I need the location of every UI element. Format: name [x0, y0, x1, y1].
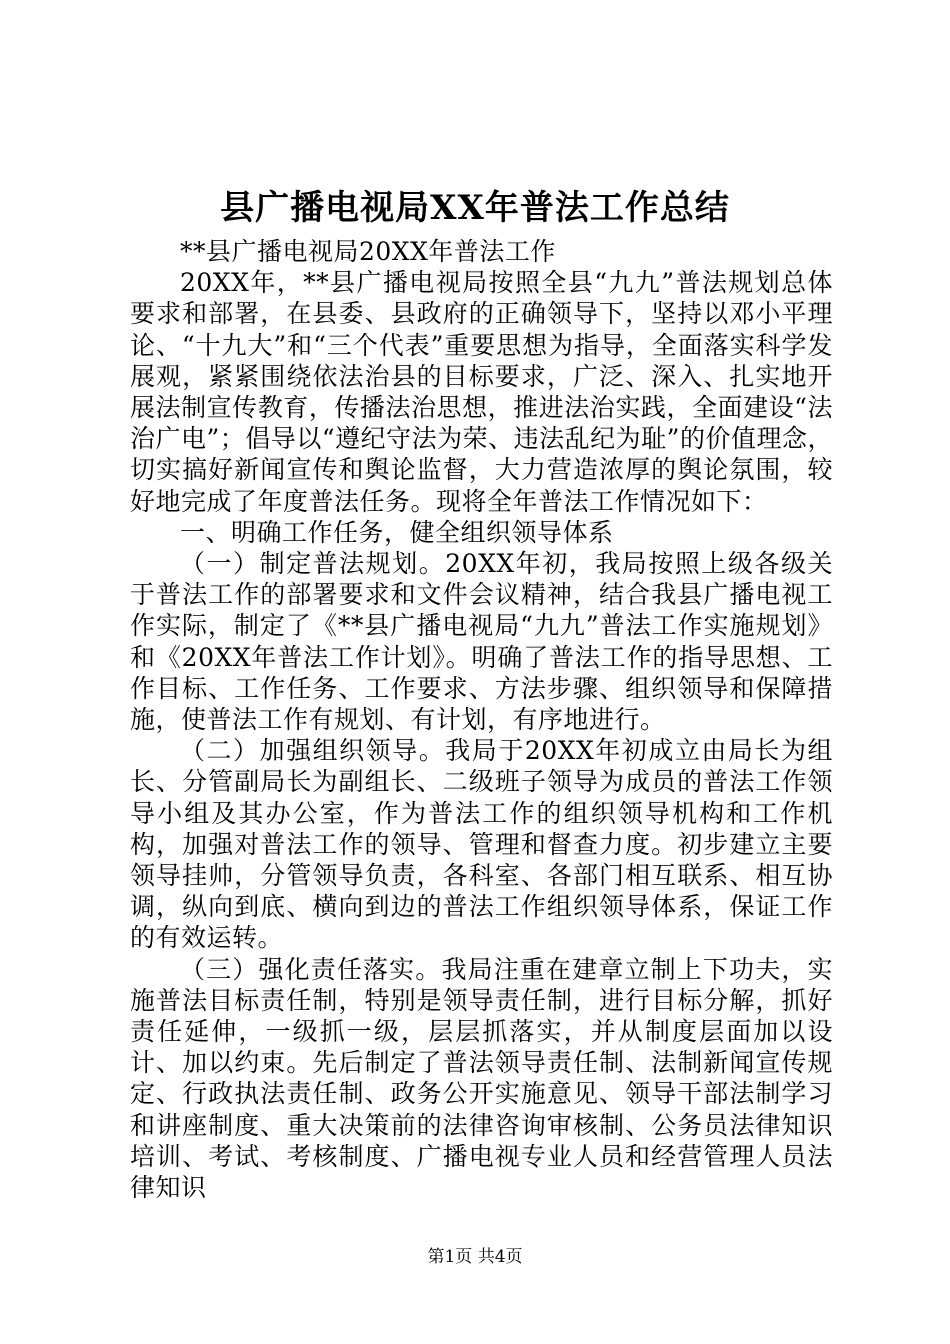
- intro-paragraph: 20XX年，**县广播电视局按照全县“九九”普法规划总体要求和部署，在县委、县政府的正确领导下，坚持以邓小平理论、“十九大”和“三个代表”重要思想为指导，全面落实科学发展观，紧紧围绕依法治县的目标要求，广泛、深入、扎实地开展法制宣传教育，传播法治思想，推进法治实践，全面建设“法治广电”；倡导以“遵纪守法为荣、违法乱纪为耻”的价值理念，切实搞好新闻宣传和舆论监督，大力营造浓厚的舆论氛围，较好地完成了年度普法任务。现将全年普法工作情况如下：: [130, 268, 833, 516]
- body-paragraph: （一）制定普法规划。20XX年初，我局按照上级各级关于普法工作的部署要求和文件会议精神，结合我县广播电视工作实际，制定了《**县广播电视局“九九”普法工作实施规划》和《20XX年普法工作计划》。明确了普法工作的指导思想、工作目标、工作任务、工作要求、方法步骤、组织领导和保障措施，使普法工作有规划、有计划，有序地进行。: [130, 549, 833, 735]
- page-number-footer: 第1页 共4页: [427, 1247, 523, 1267]
- section-heading: 一、明确工作任务，健全组织领导体系: [180, 517, 614, 547]
- document-body: [130, 236, 833, 1203]
- document-title: 县广播电视局XX年普法工作总结: [220, 188, 730, 228]
- body-paragraph: （三）强化责任落实。我局注重在建章立制上下功夫，实施普法目标责任制，特别是领导责任制，进行目标分解，抓好责任延伸，一级抓一级，层层抓落实，并从制度层面加以设计、加以约束。先后制定了普法领导责任制、法制新闻宣传规定、行政执法责任制、政务公开实施意见、领导干部法制学习和讲座制度、重大决策前的法律咨询审核制、公务员法律知识培训、考试、考核制度、广播电视专业人员和经营管理人员法律知识: [130, 954, 833, 1203]
- subtitle-line: **县广播电视局20XX年普法工作: [180, 237, 556, 266]
- body-paragraph: （二）加强组织领导。我局于20XX年初成立由局长为组长、分管副局长为副组长、二级班子领导为成员的普法工作领导小组及其办公室，作为普法工作的组织领导机构和工作机构，加强对普法工作的领导、管理和督查力度。初步建立主要领导挂帅，分管领导负责，各科室、各部门相互联系、相互协调，纵向到底、横向到边的普法工作组织领导体系，保证工作的有效运转。: [130, 736, 833, 953]
